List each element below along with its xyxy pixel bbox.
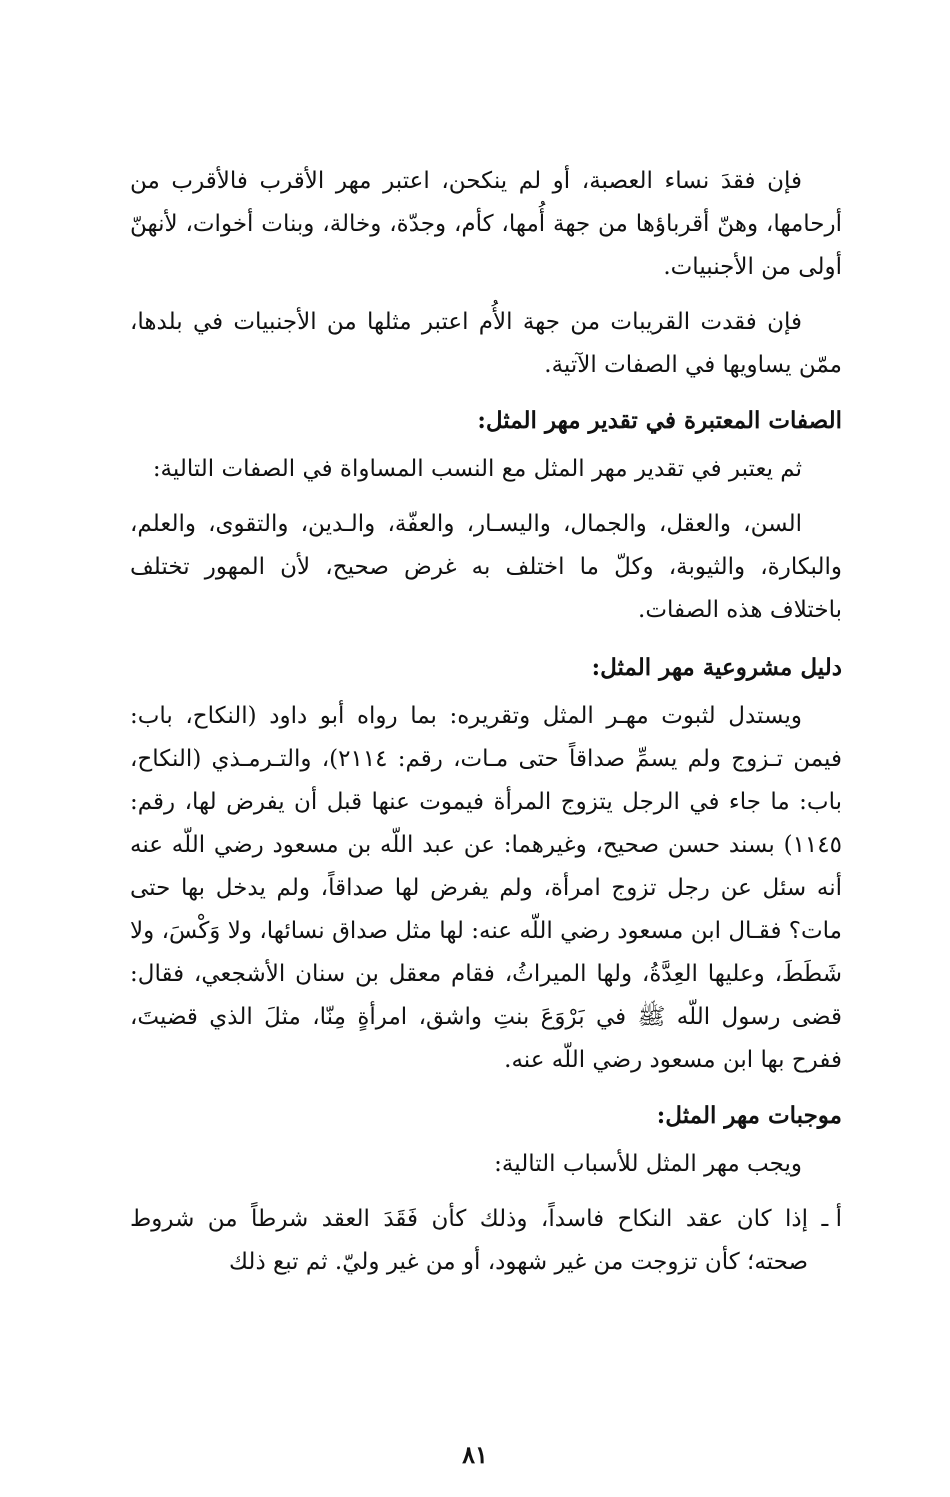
paragraph-causes-intro: ويجب مهر المثل للأسباب التالية: (494, 1151, 802, 1177)
paragraph-attributes-intro: ثم يعتبر في تقدير مهر المثل مع النسب المساواة في الصفات التالية: (152, 456, 802, 482)
heading-attributes: الصفات المعتبرة في تقدير مهر المثل: (477, 407, 842, 434)
paragraph-strangers: فإن فقدت القريبات من جهة الأُم اعتبر مثلها من الأجنبيات في بلدها، ممّن يساويها في الصفات الآتية. (130, 309, 842, 378)
heading-causes: موجبات مهر المثل: (656, 1102, 842, 1129)
paragraph-evidence: ويستدل لثبوت مهـر المثل وتقريره: بما رواه أبو داود (النكاح، باب: فيمن تـزوج ولم يسمِّ صداقاً حتى مـات، رقم: ٢١١٤)، والتـرمـذي (النكاح، باب: ما جاء في الرجل يتزوج المرأة فيموت عنها قبل أن يفرض لها، رقم: ١١٤٥) بسند حسن صحيح، وغيرهما: عن عبد اللّه بن مسعود رضي اللّه عنه أنه سئل عن رجل تزوج امرأة، ولم يفرض لها صداقاً، ولم يدخل بها حتى مات؟ فقـال ابن مسعود رضي اللّه عنه: لها مثل صداق نسائها، ولا وَكْسَ، ولا شَطَطَ، وعليها العِدَّةُ، ولها الميراثُ، فقام معقل بن سنان الأشجعي، فقال: قضى رسول اللّه ﷺ في بَرْوَعَ بنتِ واشق، امرأةٍ مِنّا، مثلَ الذي قضيتَ، ففرح بها ابن مسعود رضي اللّه عنه. (130, 703, 842, 1073)
list-item-a-text: إذا كان عقد النكاح فاسداً، وذلك كأن فَقَدَ العقد شرطاً من شروط صحته؛ كأن تزوجت من غير شهود، أو من غير وليّ. ثم تبع ذلك (130, 1206, 808, 1275)
page-number: ٨١ (462, 1440, 488, 1469)
list-item-a (130, 1198, 842, 1284)
heading-evidence: دليل مشروعية مهر المثل: (591, 654, 842, 681)
paragraph-attributes-list: السن، والعقل، والجمال، واليسـار، والعفّة، والـدين، والتقوى، والعلم، والبكارة، والثيوبة، وكلّ ما اختلف به غرض صحيح، لأن المهور تختلف باختلاف هذه الصفات. (130, 511, 842, 623)
page-body (130, 160, 842, 1284)
list-marker-a: أ ـ (821, 1206, 842, 1232)
paragraph-relatives: فإن فقدَ نساء العصبة، أو لم ينكحن، اعتبر مهر الأقرب فالأقرب من أرحامها، وهنّ أقرباؤها من جهة أُمها، كأم، وجدّة، وخالة، وبنات أخوات، لأنهنّ أولى من الأجنبيات. (130, 168, 842, 280)
